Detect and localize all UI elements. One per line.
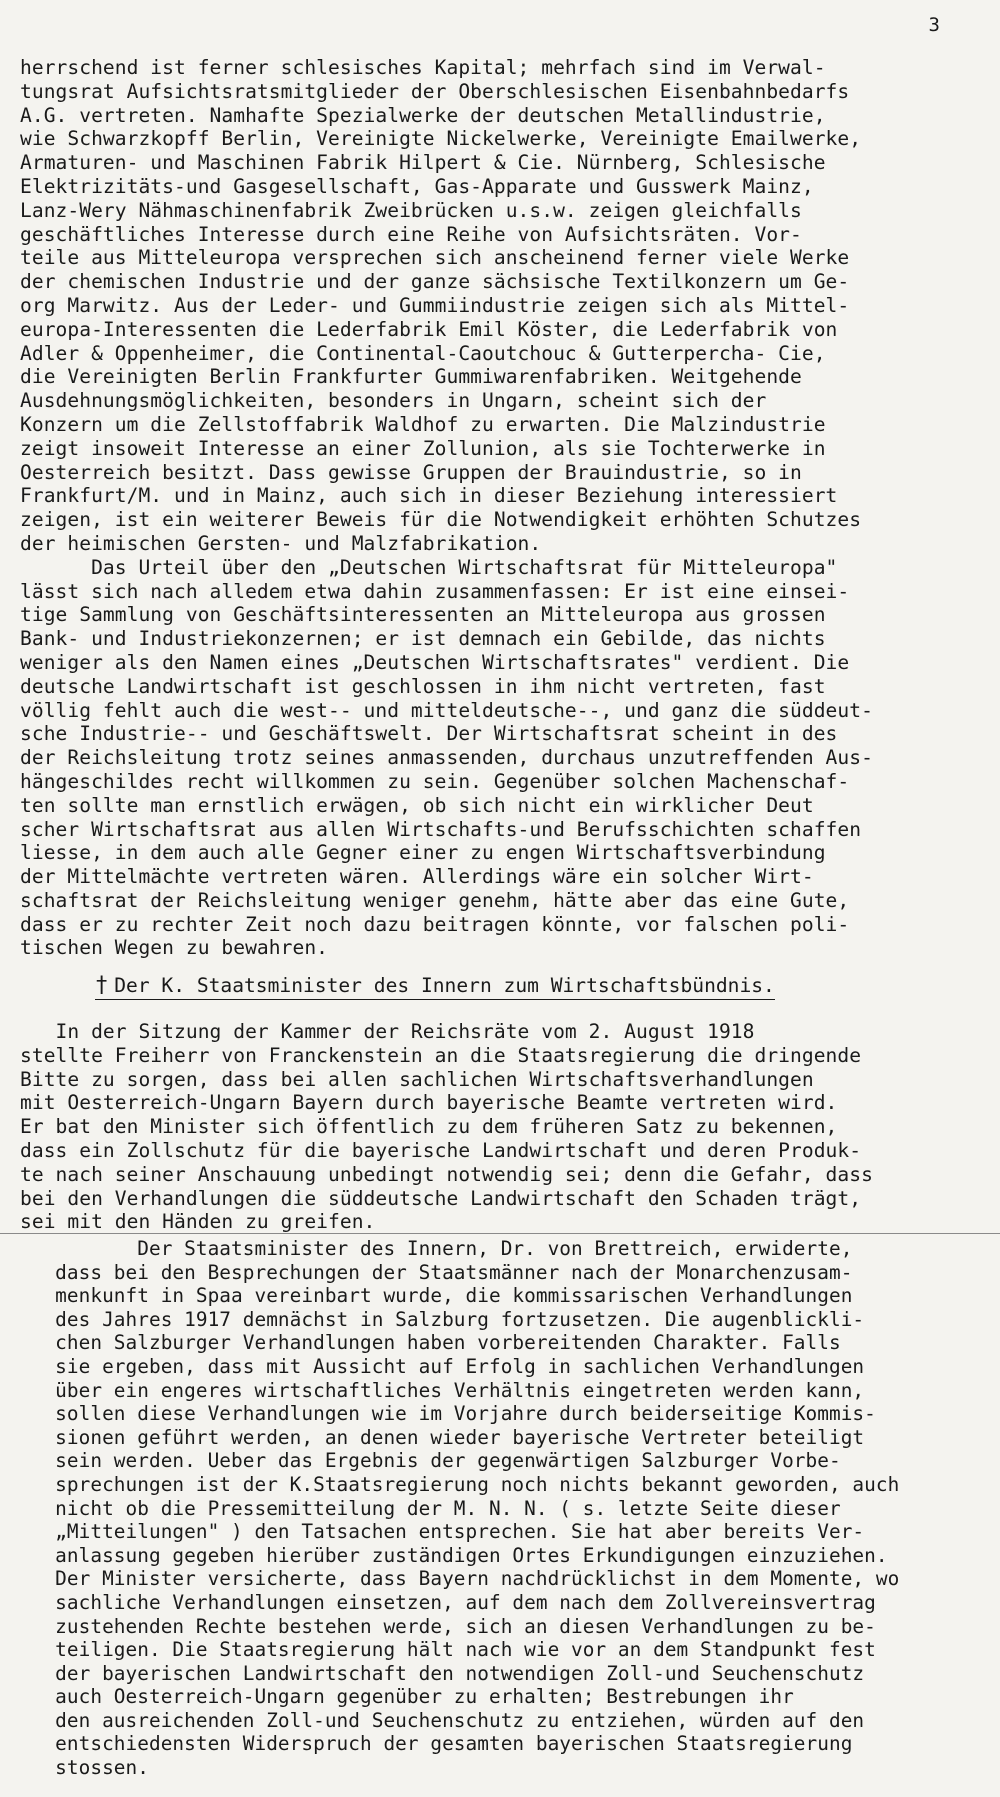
text-line: entschiedensten Widerspruch der gesamten bayerischen Staatsregierung: [20, 1732, 853, 1756]
text-line: sche Industrie-- und Geschäftswelt. Der Wirtschaftsrat scheint in des: [20, 722, 838, 746]
text-line: dass er zu rechter Zeit noch dazu beitragen könnte, vor falschen poli-: [20, 912, 850, 936]
text-line: teile aus Mitteleuropa versprechen sich anscheinend ferner viele Werke: [20, 246, 850, 270]
text-line: zeigen, ist ein weiterer Beweis für die Notwendigkeit erhöhten Schutzes: [20, 508, 862, 532]
text-line: zustehenden Rechte bestehen werde, sich an diesen Verhandlungen zu be-: [20, 1614, 876, 1638]
text-line: völlig fehlt auch die west-- und mitteldeutsche--, und ganz die süddeut-: [20, 698, 873, 722]
text-line: dass bei den Besprechungen der Staatsmänner nach der Monarchenzusam-: [20, 1260, 853, 1284]
text-line: Konzern um die Zellstoffabrik Waldhof zu erwarten. Die Malzindustrie: [20, 412, 826, 436]
text-line: sprechungen ist der K.Staatsregierung noch nichts bekannt geworden, auch: [20, 1472, 900, 1496]
text-line: nicht ob die Pressemitteilung der M. N. N. ( s. letzte Seite dieser: [20, 1496, 841, 1520]
text-line: „Mitteilungen" ) den Tatsachen entsprechen. Sie hat aber bereits Ver-: [20, 1520, 865, 1544]
section-reichsraete-text: [20, 1020, 985, 1234]
text-line: der bayerischen Landwirtschaft den notwendigen Zoll-und Seuchenschutz: [20, 1661, 865, 1685]
text-line: ten sollte man ernstlich erwägen, ob sich nicht ein wirklicher Deut: [20, 793, 814, 817]
section-heading-text: Der K. Staatsminister des Innern zum Wirtschaftsbündnis.: [114, 974, 775, 997]
text-line: auch Oesterreich-Ungarn gegenüber zu erhalten; Bestrebungen ihr: [20, 1685, 794, 1709]
text-line: Oesterreich besitzt. Dass gewisse Gruppen der Brauindustrie, so in: [20, 460, 802, 484]
text-line: Das Urteil über den „Deutschen Wirtschaftsrat für Mitteleuropa": [20, 555, 838, 579]
text-line: europa-Interessenten die Lederfabrik Emil Köster, die Lederfabrik von: [20, 317, 838, 341]
text-line: geschäftliches Interesse durch eine Reihe von Aufsichtsräten. Vor-: [20, 222, 802, 246]
text-line: Armaturen- und Maschinen Fabrik Hilpert & Cie. Nürnberg, Schlesische: [20, 151, 826, 175]
text-line: sachliche Verhandlungen einsetzen, auf dem nach dem Zollvereinsvertrag: [20, 1590, 876, 1614]
text-line: Der Minister versicherte, dass Bayern nachdrücklichst in dem Momente, wo: [20, 1567, 900, 1591]
paste-divider: [0, 1233, 1000, 1234]
text-line: Ausdehnungsmöglichkeiten, besonders in Ungarn, scheint sich der: [20, 389, 767, 413]
text-line: stellte Freiherr von Franckenstein an die Staatsregierung die dringende: [20, 1043, 862, 1067]
text-line: mit Oesterreich-Ungarn Bayern durch bayerische Beamte vertreten wird.: [20, 1091, 838, 1115]
text-line: tige Sammlung von Geschäftsinteressenten an Mitteleuropa aus grossen: [20, 603, 826, 627]
section-heading: [95, 974, 775, 1000]
text-line: über ein engeres wirtschaftliches Verhältnis eingetreten werden kann,: [20, 1378, 865, 1402]
text-line: der chemischen Industrie und der ganze sächsische Textilkonzern um Ge-: [20, 270, 850, 294]
text-line: Elektrizitäts-und Gasgesellschaft, Gas-Apparate und Gusswerk Mainz,: [20, 174, 814, 198]
text-line: Bitte zu sorgen, dass bei allen sachlichen Wirtschaftsverhandlungen: [20, 1067, 814, 1091]
text-line: chen Salzburger Verhandlungen haben vorbereitenden Charakter. Falls: [20, 1331, 841, 1355]
text-line: Frankfurt/M. und in Mainz, auch sich in dieser Beziehung interessiert: [20, 484, 838, 508]
text-line: den ausreichenden Zoll-und Seuchenschutz zu entziehen, würden auf den: [20, 1708, 865, 1732]
text-line: hängeschildes recht willkommen zu sein. Gegenüber solchen Machenschaf-: [20, 769, 850, 793]
text-line: te nach seiner Anschauung unbedingt notwendig sei; denn die Gefahr, dass: [20, 1162, 873, 1186]
text-line: teiligen. Die Staatsregierung hält nach wie vor an dem Standpunkt fest: [20, 1638, 876, 1662]
text-line: der Reichsleitung trotz seines anmassenden, durchaus unzutreffenden Aus-: [20, 746, 873, 770]
text-line: tungsrat Aufsichtsratsmitglieder der Oberschlesischen Eisenbahnbedarfs: [20, 79, 850, 103]
text-line: anlassung gegeben hierüber zuständigen Ortes Erkundigungen einzuziehen.: [20, 1543, 888, 1567]
text-line: org Marwitz. Aus der Leder- und Gummiindustrie zeigen sich als Mittel-: [20, 293, 850, 317]
text-line: der heimischen Gersten- und Malzfabrikation.: [20, 531, 542, 555]
text-line: Adler & Oppenheimer, die Continental-Caoutchouc & Gutterpercha- Cie,: [20, 341, 826, 365]
section-wirtschaftsrat-text: [20, 56, 985, 960]
text-line: stossen.: [20, 1756, 149, 1780]
text-line: sein werden. Ueber das Ergebnis der gegenwärtigen Salzburger Vorbe-: [20, 1449, 841, 1473]
text-line: der Mittelmächte vertreten wären. Allerdings wäre ein solcher Wirt-: [20, 865, 814, 889]
text-line: die Vereinigten Berlin Frankfurter Gummiwarenfabriken. Weitgehende: [20, 365, 802, 389]
text-line: A.G. vertreten. Namhafte Spezialwerke der deutschen Metallindustrie,: [20, 103, 826, 127]
text-line: tischen Wegen zu bewahren.: [20, 936, 329, 960]
text-line: menkunft in Spaa vereinbart wurde, die kommissarischen Verhandlungen: [20, 1284, 853, 1308]
text-line: lässt sich nach alledem etwa dahin zusammenfassen: Er ist eine einsei-: [20, 579, 850, 603]
text-line: zeigt insoweit Interesse an einer Zollunion, als sie Tochterwerke in: [20, 436, 826, 460]
text-line: dass ein Zollschutz für die bayerische Landwirtschaft und deren Produk-: [20, 1138, 862, 1162]
text-line: wie Schwarzkopff Berlin, Vereinigte Nickelwerke, Vereinigte Emailwerke,: [20, 127, 862, 151]
text-line: bei den Verhandlungen die süddeutsche Landwirtschaft den Schaden trägt,: [20, 1186, 862, 1210]
text-line: sei mit den Händen zu greifen.: [20, 1210, 376, 1234]
text-line: Er bat den Minister sich öffentlich zu dem früheren Satz zu bekennen,: [20, 1115, 838, 1139]
page-number: 3: [928, 14, 940, 36]
text-line: Bank- und Industriekonzernen; er ist demnach ein Gebilde, das nichts: [20, 627, 826, 651]
text-line: sionen geführt werden, an denen wieder bayerische Vertreter beteiligt: [20, 1425, 865, 1449]
text-line: sollen diese Verhandlungen wie im Vorjahre durch beiderseitige Kommis-: [20, 1402, 876, 1426]
text-line: weniger als den Namen eines „Deutschen Wirtschaftsrates" verdient. Die: [20, 650, 850, 674]
text-line: schaftsrat der Reichsleitung weniger genehm, hätte aber das eine Gute,: [20, 888, 850, 912]
text-line: liesse, in dem auch alle Gegner einer zu engen Wirtschaftsverbindung: [20, 841, 826, 865]
text-line: In der Sitzung der Kammer der Reichsräte vom 2. August 1918: [20, 1020, 755, 1043]
text-line: scher Wirtschaftsrat aus allen Wirtschafts-und Berufsschichten schaffen: [20, 817, 862, 841]
text-line: deutsche Landwirtschaft ist geschlossen in ihm nicht vertreten, fast: [20, 674, 826, 698]
section-minister-reply-text: [20, 1237, 985, 1780]
text-line: Der Staatsminister des Innern, Dr. von Brettreich, erwiderte,: [20, 1237, 853, 1260]
text-line: Lanz-Wery Nähmaschinenfabrik Zweibrücken u.s.w. zeigen gleichfalls: [20, 198, 802, 222]
cross-icon: †: [95, 973, 109, 998]
text-line: sie ergeben, dass mit Aussicht auf Erfolg in sachlichen Verhandlungen: [20, 1354, 865, 1378]
text-line: des Jahres 1917 demnächst in Salzburg fortzusetzen. Die augenblickli-: [20, 1307, 865, 1331]
text-line: herrschend ist ferner schlesisches Kapital; mehrfach sind im Verwal-: [20, 56, 826, 79]
